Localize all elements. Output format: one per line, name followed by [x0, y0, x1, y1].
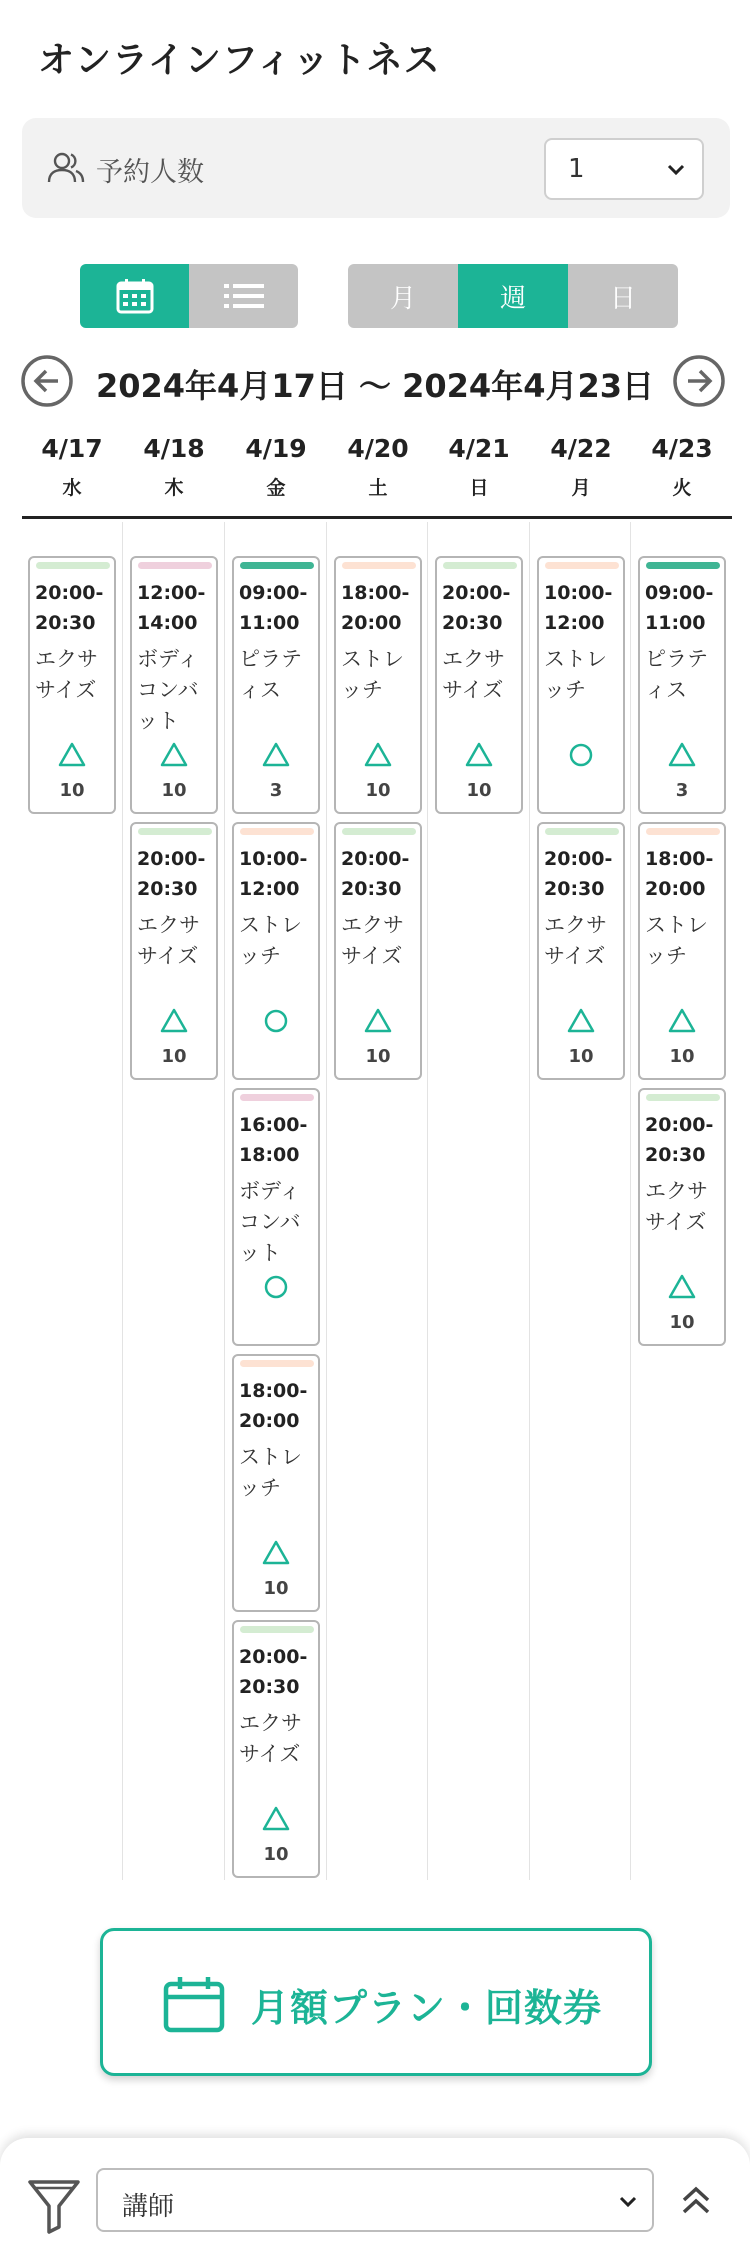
- month-range-button[interactable]: 月: [348, 264, 458, 328]
- circle-icon: [234, 1274, 318, 1300]
- remaining-count: 10: [669, 1046, 695, 1067]
- class-card[interactable]: [232, 822, 320, 1080]
- people-icon: [46, 148, 86, 188]
- remaining-count: 10: [365, 1046, 391, 1067]
- list-view-button[interactable]: [189, 264, 298, 328]
- class-type-tag: [138, 562, 212, 569]
- day-header: [327, 434, 429, 500]
- day-header: [123, 434, 225, 500]
- triangle-icon: [234, 1540, 318, 1566]
- class-type-tag: [36, 562, 110, 569]
- calendar-icon: [116, 278, 154, 314]
- day-weekday: 水: [62, 477, 82, 499]
- class-name: エクササイズ: [137, 913, 200, 968]
- class-time: 18:00- 20:00: [645, 848, 714, 900]
- page-title: オンラインフィットネス: [38, 40, 441, 81]
- class-card[interactable]: [638, 822, 726, 1080]
- list-icon: [223, 282, 265, 310]
- triangle-icon: [234, 742, 318, 768]
- reservation-count-select[interactable]: [544, 138, 704, 200]
- remaining-count: 10: [161, 1046, 187, 1067]
- view-toggle: [80, 264, 298, 328]
- class-time: 10:00- 12:00: [544, 582, 613, 634]
- header-divider: [22, 516, 732, 519]
- range-toggle: [348, 264, 678, 328]
- circle-icon: [234, 1008, 318, 1034]
- arrow-right-circle-icon[interactable]: [672, 354, 726, 408]
- circle-icon: [539, 742, 623, 768]
- class-card[interactable]: [130, 556, 218, 814]
- class-type-tag: [240, 1094, 314, 1101]
- class-name: ストレッチ: [544, 647, 607, 702]
- column-separator: [326, 522, 327, 1880]
- remaining-count: 10: [568, 1046, 594, 1067]
- class-time: 18:00- 20:00: [239, 1380, 308, 1432]
- filter-icon[interactable]: [26, 2176, 82, 2234]
- class-time: 16:00- 18:00: [239, 1114, 308, 1166]
- day-weekday: 月: [571, 477, 591, 499]
- class-card[interactable]: [130, 822, 218, 1080]
- availability-mark: [336, 1008, 420, 1034]
- triangle-icon: [132, 1008, 216, 1034]
- class-type-tag: [240, 828, 314, 835]
- class-type-tag: [240, 562, 314, 569]
- class-name: エクササイズ: [341, 913, 404, 968]
- class-name: ピラティス: [239, 647, 302, 702]
- class-time: 10:00- 12:00: [239, 848, 308, 900]
- class-type-tag: [342, 562, 416, 569]
- chevron-down-icon: [616, 2190, 640, 2214]
- triangle-icon: [234, 1806, 318, 1832]
- class-name: エクササイズ: [35, 647, 98, 702]
- instructor-select[interactable]: [96, 2168, 654, 2232]
- class-type-tag: [545, 828, 619, 835]
- day-date: 4/18: [143, 434, 205, 463]
- remaining-count: 3: [269, 780, 283, 801]
- class-time: 20:00- 20:30: [137, 848, 206, 900]
- availability-mark: [30, 742, 114, 768]
- availability-mark: [132, 742, 216, 768]
- class-card[interactable]: [232, 1088, 320, 1346]
- day-date: 4/19: [245, 434, 307, 463]
- class-type-tag: [138, 828, 212, 835]
- calendar-view-button[interactable]: [80, 264, 189, 328]
- remaining-count: 10: [59, 780, 85, 801]
- remaining-count: 10: [466, 780, 492, 801]
- class-card[interactable]: [334, 556, 422, 814]
- availability-mark: [234, 1274, 318, 1300]
- class-type-tag: [545, 562, 619, 569]
- day-range-button[interactable]: 日: [568, 264, 678, 328]
- triangle-icon: [336, 1008, 420, 1034]
- remaining-count: 10: [263, 1844, 289, 1865]
- triangle-icon: [640, 1008, 724, 1034]
- class-name: ボディコンバット: [137, 647, 199, 733]
- class-card[interactable]: [537, 822, 625, 1080]
- class-card[interactable]: [334, 822, 422, 1080]
- class-card[interactable]: [435, 556, 523, 814]
- remaining-count: 3: [675, 780, 689, 801]
- day-date: 4/21: [448, 434, 510, 463]
- class-name: ピラティス: [645, 647, 708, 702]
- column-separator: [630, 522, 631, 1880]
- reservation-count-value: 1: [568, 154, 585, 184]
- class-time: 12:00- 14:00: [137, 582, 206, 634]
- class-time: 20:00- 20:30: [645, 1114, 714, 1166]
- class-name: ストレッチ: [239, 1445, 302, 1500]
- column-separator: [529, 522, 530, 1880]
- class-type-tag: [240, 1626, 314, 1633]
- class-time: 20:00- 20:30: [544, 848, 613, 900]
- column-separator: [224, 522, 225, 1880]
- triangle-icon: [132, 742, 216, 768]
- day-weekday: 日: [469, 477, 489, 499]
- column-separator: [122, 522, 123, 1880]
- availability-mark: [234, 1540, 318, 1566]
- availability-mark: [640, 1274, 724, 1300]
- class-name: エクササイズ: [442, 647, 505, 702]
- day-header: [530, 434, 632, 500]
- double-chevron-up-icon[interactable]: [678, 2180, 714, 2220]
- availability-mark: [234, 1806, 318, 1832]
- monthly-plan-label: 月額プラン・回数券: [251, 1986, 603, 2030]
- availability-mark: [539, 1008, 623, 1034]
- class-type-tag: [646, 562, 720, 569]
- class-type-tag: [240, 1360, 314, 1367]
- triangle-icon: [30, 742, 114, 768]
- reservation-count-panel: [22, 118, 730, 218]
- day-date: 4/20: [347, 434, 409, 463]
- day-header: [631, 434, 733, 500]
- triangle-icon: [539, 1008, 623, 1034]
- instructor-select-value: 講師: [122, 2192, 175, 2222]
- class-name: ストレッチ: [645, 913, 708, 968]
- class-time: 20:00- 20:30: [239, 1646, 308, 1698]
- class-time: 20:00- 20:30: [35, 582, 104, 634]
- column-separator: [427, 522, 428, 1880]
- triangle-icon: [640, 742, 724, 768]
- class-card[interactable]: [232, 556, 320, 814]
- class-card[interactable]: [638, 1088, 726, 1346]
- availability-mark: [336, 742, 420, 768]
- class-time: 09:00- 11:00: [645, 582, 714, 634]
- triangle-icon: [640, 1274, 724, 1300]
- class-name: エクササイズ: [239, 1711, 302, 1766]
- week-date-range: 2024年4月17日 〜 2024年4月23日: [95, 367, 654, 405]
- class-type-tag: [342, 828, 416, 835]
- remaining-count: 10: [365, 780, 391, 801]
- chevron-down-icon: [664, 158, 688, 182]
- day-weekday: 金: [266, 477, 286, 499]
- calendar-icon: [163, 1975, 225, 2033]
- day-header: [225, 434, 327, 500]
- availability-mark: [539, 742, 623, 768]
- class-name: ボディコンバット: [239, 1179, 301, 1265]
- remaining-count: 10: [263, 1578, 289, 1599]
- class-name: エクササイズ: [645, 1179, 708, 1234]
- class-card[interactable]: [232, 1354, 320, 1612]
- remaining-count: 10: [669, 1312, 695, 1333]
- triangle-icon: [437, 742, 521, 768]
- remaining-count: 10: [161, 780, 187, 801]
- availability-mark: [437, 742, 521, 768]
- day-header: [428, 434, 530, 500]
- class-time: 20:00- 20:30: [442, 582, 511, 634]
- reservation-count-label: 予約人数: [96, 157, 204, 188]
- day-weekday: 火: [672, 477, 692, 499]
- day-weekday: 木: [164, 477, 184, 499]
- availability-mark: [640, 742, 724, 768]
- day-date: 4/17: [41, 434, 103, 463]
- class-time: 20:00- 20:30: [341, 848, 410, 900]
- class-type-tag: [646, 1094, 720, 1101]
- triangle-icon: [336, 742, 420, 768]
- availability-mark: [132, 1008, 216, 1034]
- arrow-left-circle-icon[interactable]: [20, 354, 74, 408]
- class-card[interactable]: [638, 556, 726, 814]
- class-name: ストレッチ: [239, 913, 302, 968]
- availability-mark: [234, 1008, 318, 1034]
- availability-mark: [640, 1008, 724, 1034]
- class-name: エクササイズ: [544, 913, 607, 968]
- monthly-plan-button[interactable]: [100, 1928, 652, 2076]
- class-type-tag: [646, 828, 720, 835]
- week-range-button[interactable]: 週: [458, 264, 568, 328]
- class-card[interactable]: [537, 556, 625, 814]
- availability-mark: [234, 742, 318, 768]
- class-name: ストレッチ: [341, 647, 404, 702]
- class-type-tag: [443, 562, 517, 569]
- day-date: 4/22: [550, 434, 612, 463]
- class-time: 09:00- 11:00: [239, 582, 308, 634]
- class-card[interactable]: [28, 556, 116, 814]
- class-time: 18:00- 20:00: [341, 582, 410, 634]
- class-card[interactable]: [232, 1620, 320, 1878]
- filter-bar: [0, 2138, 750, 2253]
- day-date: 4/23: [651, 434, 713, 463]
- day-header: [21, 434, 123, 500]
- day-weekday: 土: [368, 477, 388, 499]
